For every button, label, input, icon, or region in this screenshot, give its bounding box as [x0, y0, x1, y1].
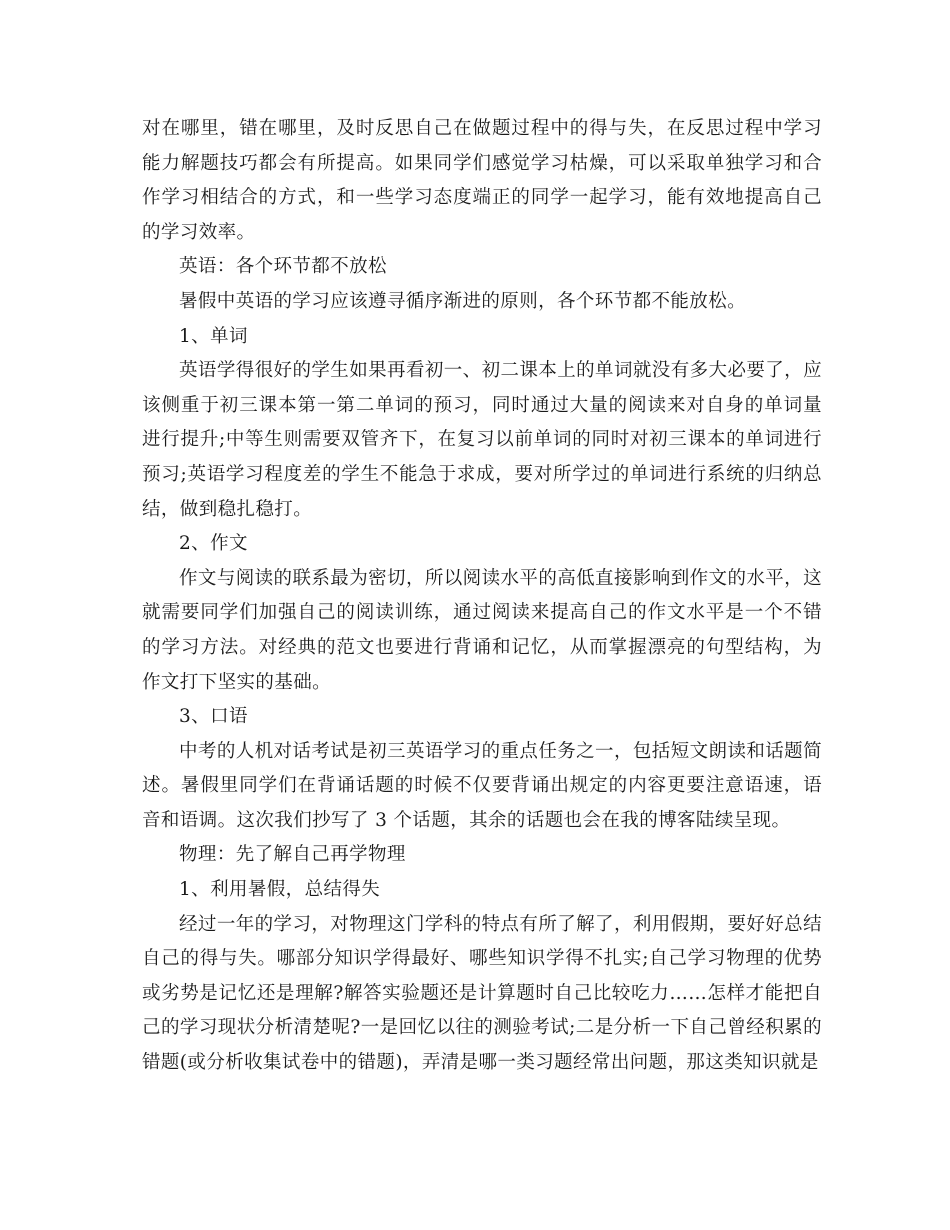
subheading-composition: 2、作文 [179, 533, 248, 555]
paragraph-oral: 中考的人机对话考试是初三英语学习的重点任务之一，包括短文朗读和话题简述。暑假里同学们在背诵话题的时候不仅要背诵出规定的内容更要注意语速，语音和语调。这次我们抄写了 3 个话题，其余的话题也会在我的博客陆续呈现。 [142, 740, 822, 831]
heading-english: 英语：各个环节都不放松 [179, 256, 387, 278]
subheading-vocabulary: 1、单词 [179, 325, 248, 347]
document-body [142, 112, 822, 1081]
paragraph-continuation: 对在哪里，错在哪里，及时反思自己在做题过程中的得与失，在反思过程中学习能力解题技巧都会有所提高。如果同学们感觉学习枯燥，可以采取单独学习和合作学习相结合的方式，和一些学习态度端正的同学一起学习，能有效地提高自己的学习效率。 [142, 118, 822, 243]
paragraph-english-intro: 暑假中英语的学习应该遵寻循序渐进的原则，各个环节都不能放松。 [179, 290, 747, 312]
subheading-oral: 3、口语 [179, 706, 248, 728]
paragraph-composition: 作文与阅读的联系最为密切，所以阅读水平的高低直接影响到作文的水平，这就需要同学们加强自己的阅读训练，通过阅读来提高自己的作文水平是一个不错的学习方法。对经典的范文也要进行背诵和记忆，从而掌握漂亮的句型结构，为作文打下坚实的基础。 [142, 567, 822, 693]
heading-physics: 物理：先了解自己再学物理 [179, 844, 406, 866]
subheading-summer-summary: 1、利用暑假，总结得失 [179, 879, 381, 901]
paragraph-vocabulary: 英语学得很好的学生如果再看初一、初二课本上的单词就没有多大必要了，应该侧重于初三课本第一第二单词的预习，同时通过大量的阅读来对自身的单词量进行提升;中等生则需要双管齐下，在复习以前单词的同时对初三课本的单词进行预习;英语学习程度差的学生不能急于求成，要对所学过的单词进行系统的归纳总结，做到稳扎稳打。 [142, 360, 822, 520]
paragraph-summer-summary: 经过一年的学习，对物理这门学科的特点有所了解了，利用假期，要好好总结自己的得与失。哪部分知识学得最好、哪些知识学得不扎实;自己学习物理的优势或劣势是记忆还是理解?解答实验题还是计算题时自己比较吃力……怎样才能把自己的学习现状分析清楚呢?一是回忆以往的测验考试;二是分析一下自己曾经积累的错题(或分析收集试卷中的错题)，弄清是哪一类习题经常出问题，那这类知识就是 [142, 913, 822, 1074]
